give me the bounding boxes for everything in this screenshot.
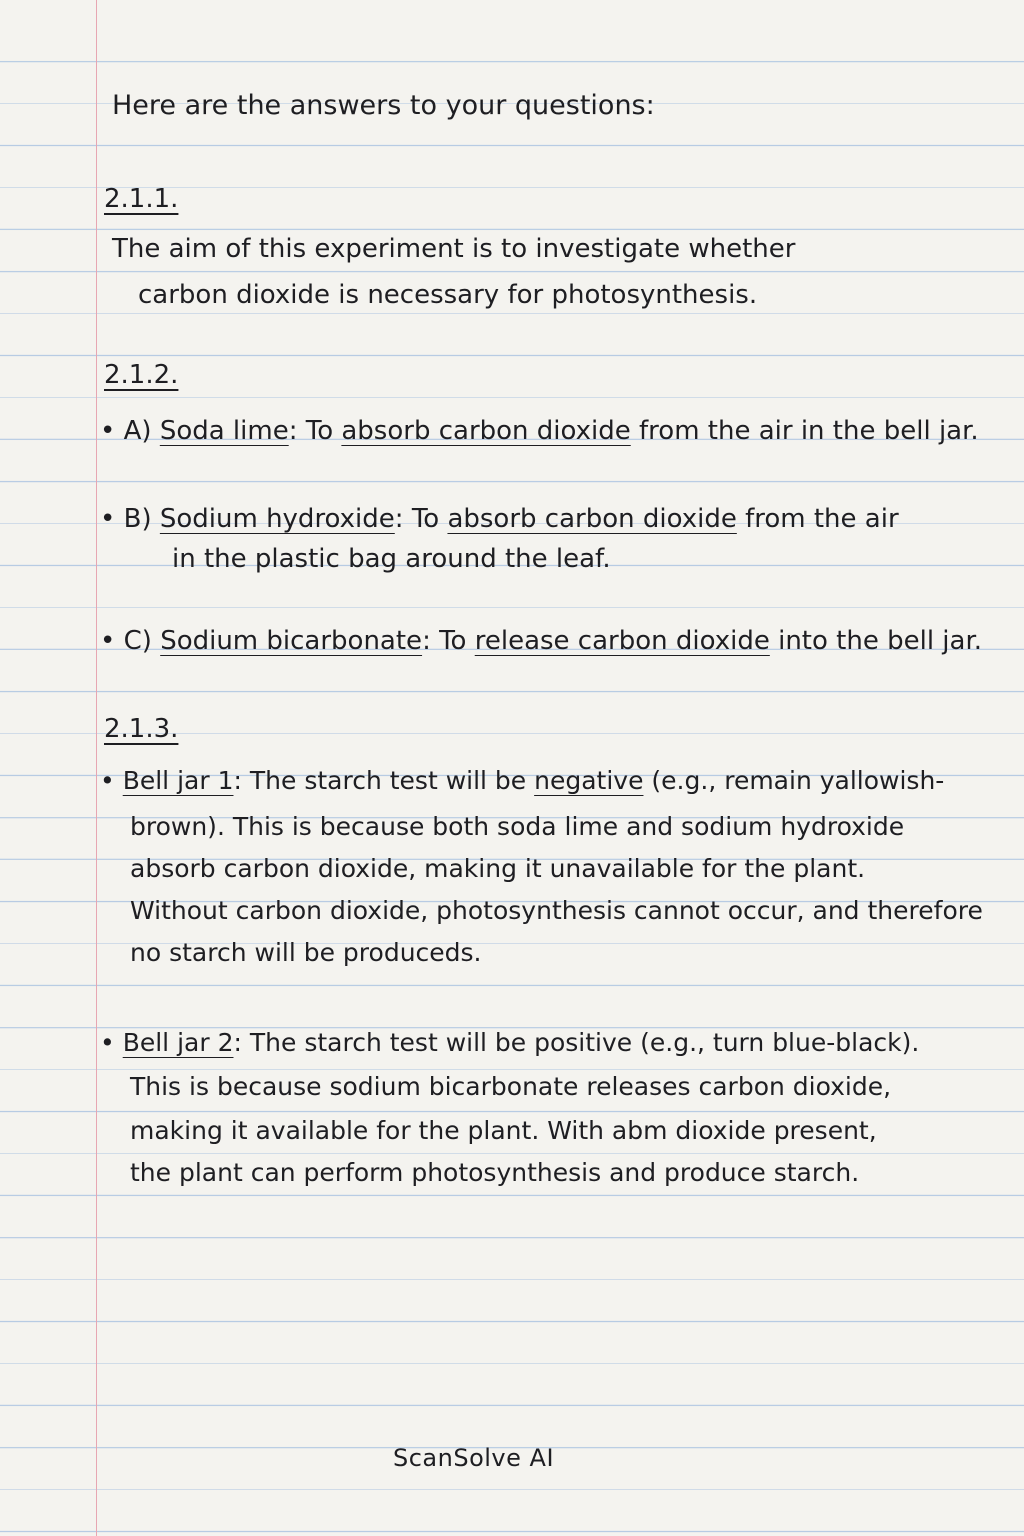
item-a: [100, 418, 979, 444]
item-b-letter: B): [123, 504, 152, 534]
bell-jar-1-bullet: •: [100, 766, 115, 795]
bell-jar-1-line: brown). This is because both soda lime and sodium hydroxide: [130, 812, 905, 841]
bell-jar-1-first-line: [100, 768, 944, 793]
section-2-1-1-line-1: The aim of this experiment is to investigate whether: [112, 234, 796, 264]
bell-jar-1-term: Bell jar 1: [122, 766, 234, 795]
bell-jar-1-separator: :: [233, 766, 242, 795]
item-b: [100, 506, 899, 532]
bell-jar-2-line: This is because sodium bicarbonate releases carbon dioxide,: [130, 1072, 892, 1101]
item-c-term: Sodium bicarbonate: [160, 626, 423, 656]
item-b-separator: :: [394, 504, 404, 534]
bell-jar-2-separator: :: [233, 1028, 242, 1057]
footer-brand: ScanSolve AI: [393, 1444, 555, 1472]
bell-jar-2-line-1: The starch test will be positive (e.g., turn blue-black).: [249, 1028, 920, 1057]
bell-jar-2-first-line: [100, 1030, 919, 1055]
item-c-action: release carbon dioxide: [474, 626, 770, 656]
item-b-action: absorb carbon dioxide: [447, 504, 737, 534]
item-c-letter: C): [123, 626, 152, 656]
bell-jar-2-term: Bell jar 2: [122, 1028, 234, 1057]
item-b-to: To: [411, 504, 440, 534]
item-c: [100, 628, 982, 654]
bell-jar-1-line: Without carbon dioxide, photosynthesis cannot occur, and therefore: [130, 896, 983, 925]
bell-jar-1-pre: The starch test will be: [249, 766, 527, 795]
section-2-1-1-line-2: carbon dioxide is necessary for photosynthesis.: [138, 280, 758, 310]
item-b-bullet: •: [100, 504, 116, 534]
margin-line: [96, 0, 97, 1536]
item-c-separator: :: [422, 626, 431, 656]
item-c-bullet: •: [100, 626, 116, 656]
item-b-rest: from the air: [745, 504, 899, 534]
bell-jar-2-line: making it available for the plant. With abm dioxide present,: [130, 1116, 877, 1145]
bell-jar-1-keyword: negative: [534, 766, 644, 795]
item-a-bullet: •: [100, 416, 116, 446]
item-c-rest: into the bell jar.: [778, 626, 983, 656]
intro-text: Here are the answers to your questions:: [112, 90, 655, 121]
item-c-to: To: [439, 626, 467, 656]
item-b-term: Sodium hydroxide: [159, 504, 395, 534]
item-a-to: To: [305, 416, 334, 446]
section-2-1-3-label: 2.1.3.: [104, 714, 179, 744]
bell-jar-2-line: the plant can perform photosynthesis and produce starch.: [130, 1158, 860, 1187]
item-a-separator: :: [288, 416, 298, 446]
item-a-action: absorb carbon dioxide: [341, 416, 631, 446]
bell-jar-1-post: (e.g., remain yallowish-: [651, 766, 945, 795]
item-a-rest: from the air in the bell jar.: [639, 416, 979, 446]
bell-jar-1-line: absorb carbon dioxide, making it unavailable for the plant.: [130, 854, 866, 883]
item-a-letter: A): [123, 416, 152, 446]
bell-jar-1-line: no starch will be produceds.: [130, 938, 482, 967]
item-a-term: Soda lime: [159, 416, 289, 446]
section-2-1-2-label: 2.1.2.: [104, 360, 179, 390]
bell-jar-2-bullet: •: [100, 1028, 115, 1057]
section-2-1-1-label: 2.1.1.: [104, 184, 179, 214]
item-b-line-2: in the plastic bag around the leaf.: [172, 544, 611, 574]
